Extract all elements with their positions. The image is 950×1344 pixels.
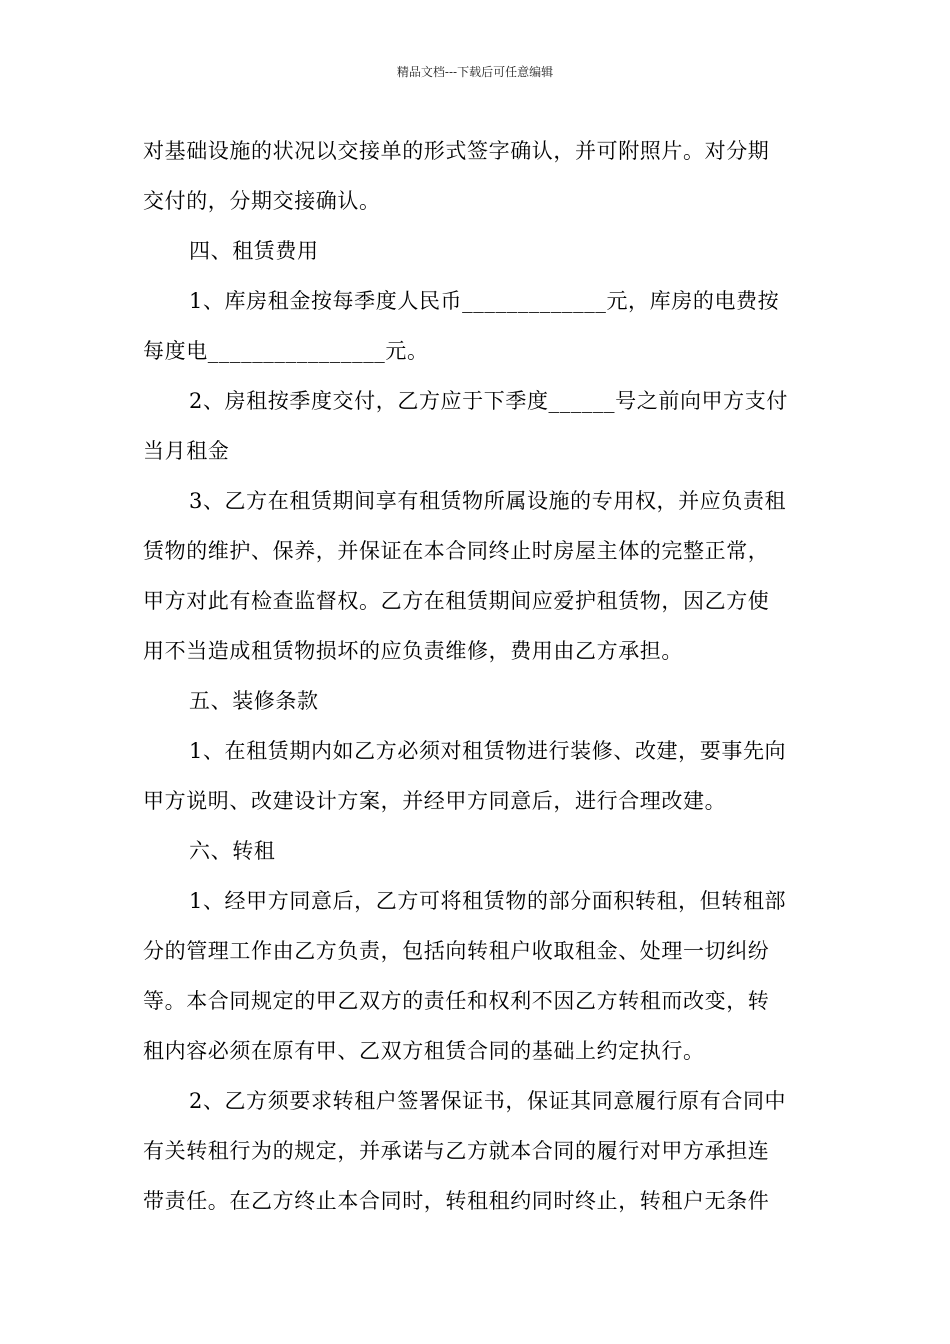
text-line: 1、经甲方同意后，乙方可将租赁物的部分面积转租，但转租部 [189,889,787,913]
text-line: 赁物的维护、保养，并保证在本合同终止时房屋主体的完整正常， [143,539,770,563]
text-line: 五、装修条款 [189,689,319,713]
document-body [143,126,813,1226]
text-line: 当月租金 [143,439,230,463]
text-line: 3、乙方在租赁期间享有租赁物所属设施的专用权，并应负责租 [189,489,787,513]
text-line: 等。本合同规定的甲乙双方的责任和权利不因乙方转租而改变，转 [143,989,770,1013]
text-line: 六、转租 [189,839,276,863]
text-line: 对基础设施的状况以交接单的形式签字确认，并可附照片。对分期 [143,139,770,163]
text-line: 2、乙方须要求转租户签署保证书，保证其同意履行原有合同中 [189,1089,787,1113]
text-line: 交付的，分期交接确认。 [143,189,381,213]
text-line: 带责任。在乙方终止本合同时，转租租约同时终止，转租户无条件 [143,1189,770,1213]
text-line: 1、库房租金按每季度人民币_____________元，库房的电费按 [189,289,780,313]
page-header: 精品文档---下载后可任意编辑 [396,65,554,79]
text-line: 分的管理工作由乙方负责，包括向转租户收取租金、处理一切纠纷 [143,939,770,963]
text-line: 用不当造成租赁物损坏的应负责维修，费用由乙方承担。 [143,639,683,663]
text-line: 四、租赁费用 [189,239,319,263]
text-line: 1、在租赁期内如乙方必须对租赁物进行装修、改建，要事先向 [189,739,787,763]
text-line: 租内容必须在原有甲、乙双方租赁合同的基础上约定执行。 [143,1039,705,1063]
text-line: 2、房租按季度交付，乙方应于下季度______号之前向甲方支付 [189,389,788,413]
text-line: 有关转租行为的规定，并承诺与乙方就本合同的履行对甲方承担连 [143,1139,770,1163]
text-line: 甲方对此有检查监督权。乙方在租赁期间应爱护租赁物，因乙方使 [143,589,770,613]
text-line: 每度电________________元。 [143,339,429,363]
text-line: 甲方说明、改建设计方案，并经甲方同意后，进行合理改建。 [143,789,727,813]
